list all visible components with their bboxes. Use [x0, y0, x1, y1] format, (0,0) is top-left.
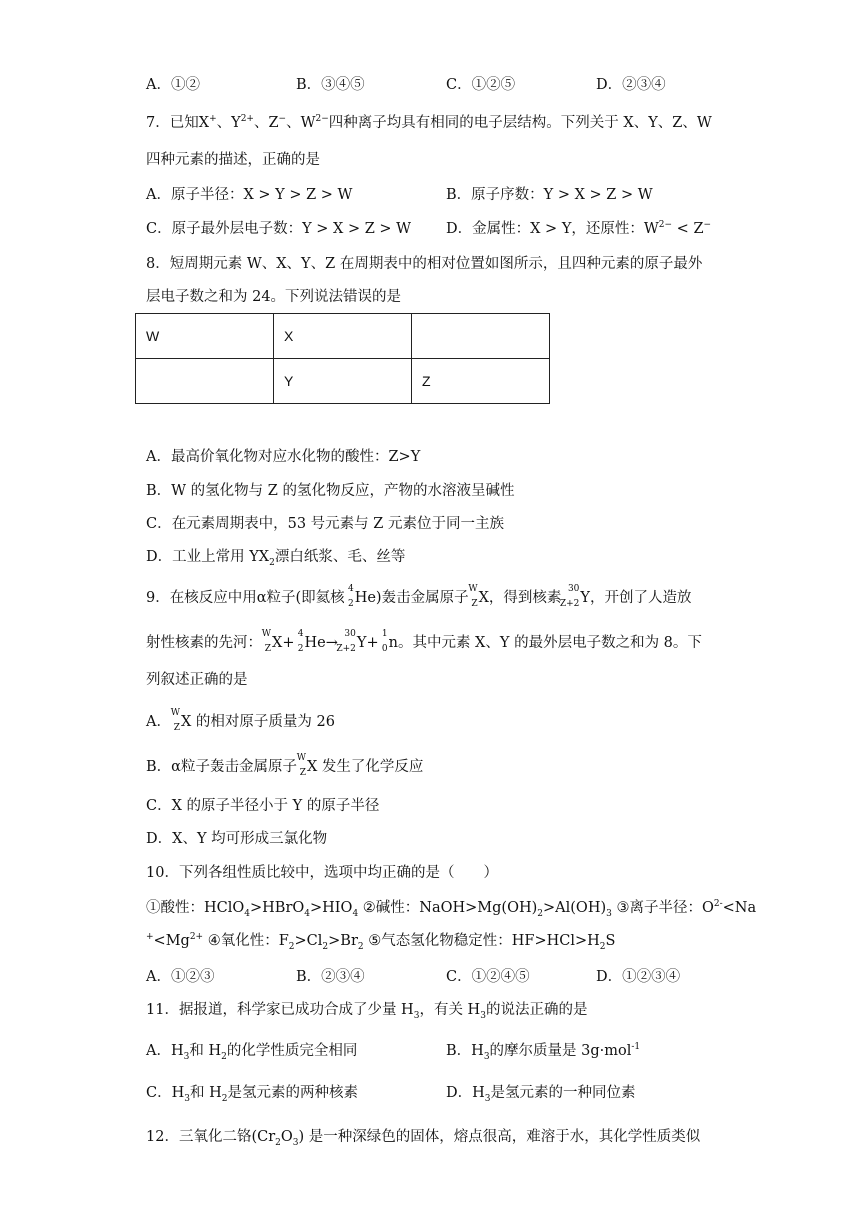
q10-option-d: D．①②③④: [596, 969, 681, 985]
q7-option-b: B．原子序数：Y > X > Z > W: [446, 187, 653, 203]
q11-option-b: [446, 1041, 640, 1061]
nuclide-mass: W: [261, 629, 271, 639]
q11-text: B．H: [446, 1043, 484, 1059]
nuclide-y: [559, 584, 580, 609]
nuclide-mass: W: [296, 753, 306, 763]
q10-sup: +: [146, 932, 154, 943]
q10-sub: 4: [304, 908, 311, 919]
q11-sub: 2: [221, 1093, 228, 1104]
nuclide-he: [345, 584, 354, 609]
q10-sup: 2+: [189, 932, 204, 943]
q10-option-b: B．②③④: [296, 969, 365, 985]
q9-text-b: He)轰击金属原子: [354, 590, 469, 606]
nuclide-mass: 30: [344, 629, 356, 639]
q10-text: ⑤气态氢化物稳定性：HF>HCl>H: [363, 933, 600, 949]
q10-sub: 2: [322, 941, 329, 952]
q10-text: >Al(OH): [543, 900, 607, 916]
q6-option-b: B．③④⑤: [296, 77, 365, 93]
q12-sub: 3: [292, 1137, 299, 1148]
q9-eq-part: X+: [272, 635, 295, 651]
q7-ion-x: X: [198, 115, 210, 131]
q10-sub: 3: [606, 908, 612, 919]
table-cell: X: [274, 314, 412, 359]
periodic-table-fragment: [135, 313, 550, 404]
q11-text: 和 H: [189, 1043, 222, 1059]
q10-option-c: C．①②④⑤: [446, 969, 530, 985]
q10-text: ③离子半径：O: [611, 900, 714, 916]
q7-option-d-sup2: −: [703, 220, 712, 231]
nuclide-x: [170, 708, 180, 733]
q6-option-a: A．①②: [146, 77, 200, 93]
q9-option-a-text: X 的相对原子质量为 26: [180, 714, 335, 730]
q10-sub: 4: [352, 908, 359, 919]
q8-option-a: A．最高价氧化物对应水化物的酸性：Z>Y: [146, 449, 421, 465]
q9-text-a: 9．在核反应中用α粒子(即氦核: [146, 590, 345, 606]
q10-option-a: A．①②③: [146, 969, 215, 985]
q9-text-e: 射性核素的先河：: [146, 635, 262, 651]
q11-sub: 3: [483, 1051, 490, 1062]
q7-ion-w: 、W: [286, 115, 316, 131]
q6-option-d: D．②③④: [596, 77, 666, 93]
q10-sub: 2: [599, 941, 606, 952]
q11-sub: 2: [221, 1051, 227, 1062]
nuclide-number: Z+2: [336, 644, 356, 654]
q10-text: >Br: [328, 933, 358, 949]
nuclide-x: [468, 584, 478, 609]
q8-option-d-text: D．工业上常用 YX: [146, 549, 270, 565]
q11-sub: 3: [480, 1010, 486, 1021]
q7-option-d-mid: < Z: [672, 221, 704, 237]
q7-stem-line2: 四种元素的描述，正确的是: [146, 152, 320, 168]
q11-text: 的摩尔质量是 3g·mol: [489, 1043, 632, 1059]
q12-text: 12．三氧化二铬(Cr: [146, 1129, 276, 1145]
q11-option-a: [146, 1041, 357, 1061]
q9-text-d: Y，开创了人造放: [580, 590, 692, 606]
q11-sub: 3: [413, 1010, 420, 1021]
q9-option-a: [146, 708, 335, 733]
q11-option-d: [446, 1083, 636, 1103]
q9-stem-line3: 列叙述正确的是: [146, 672, 248, 688]
q10-stem-line1: 10．下列各组性质比较中，选项中均正确的是（ ）: [146, 865, 498, 881]
q7-option-d-sup1: 2−: [658, 220, 673, 231]
q10-text: ④氧化性：F: [203, 933, 289, 949]
q10-text: <Na: [722, 900, 757, 916]
q12-text: ) 是一种深绿色的固体，熔点很高，难溶于水，其化学性质类似: [298, 1129, 701, 1145]
q9-option-b-prefix: B．α粒子轰击金属原子: [146, 759, 297, 775]
q10-text: >Cl: [294, 933, 323, 949]
q9-option-d: D．X、Y 均可形成三氯化物: [146, 831, 328, 847]
q7-ion-x-charge: +: [209, 114, 217, 125]
q10-stem-line2: [146, 898, 756, 918]
q11-text: 和 H: [189, 1085, 222, 1101]
nuclide-x: [261, 629, 271, 654]
q9-text-c: X，得到核素: [478, 590, 562, 606]
q9-option-a-prefix: A．: [146, 714, 171, 730]
q8-option-b: B．W 的氢化物与 Z 的氢化物反应，产物的水溶液呈碱性: [146, 483, 515, 499]
q12-stem: [146, 1127, 700, 1147]
q8-stem-line2: 层电子数之和为 24。下列说法错误的是: [146, 289, 402, 305]
q10-text: ①酸性：HClO: [146, 900, 245, 916]
q8-option-d: [146, 547, 405, 567]
table-cell: W: [136, 314, 274, 359]
q10-sup: 2-: [713, 899, 723, 910]
q10-text: >HBrO: [250, 900, 305, 916]
q11-text: 是氢元素的一种同位素: [490, 1085, 636, 1101]
q10-text: <Mg: [153, 933, 190, 949]
q9-stem-line2: [146, 629, 702, 654]
q9-eq-part: Y+: [356, 635, 379, 651]
q8-option-d-post: 漂白纸浆、毛、丝等: [274, 549, 406, 565]
table-cell: Y: [274, 359, 412, 404]
q7-ion-z-charge: −: [278, 114, 287, 125]
q7-ion-y-charge: 2+: [240, 114, 254, 125]
q9-option-c: C．X 的原子半径小于 Y 的原子半径: [146, 798, 380, 814]
nuclide-number: Z: [264, 644, 271, 654]
q11-option-c: [146, 1083, 358, 1103]
q11-text: 的化学性质完全相同: [226, 1043, 358, 1059]
q10-sub: 2: [357, 941, 364, 952]
q7-option-a: A．原子半径：X > Y > Z > W: [146, 187, 353, 203]
nuclide-mass: 4: [297, 629, 304, 639]
q11-text: 是氢元素的两种核素: [227, 1085, 358, 1101]
q10-text: ②碱性：NaOH>Mg(OH): [358, 900, 538, 916]
nuclide-he: [294, 629, 304, 654]
q11-text: 的说法正确的是: [485, 1002, 588, 1018]
q11-text: A．H: [146, 1043, 184, 1059]
q10-text: >HIO: [310, 900, 353, 916]
q7-ion-y: 、Y: [216, 115, 241, 131]
table-cell: Z: [412, 359, 550, 404]
nuclide-mass: 4: [347, 584, 354, 594]
nuclide-number: Z: [173, 723, 180, 733]
q11-sub: 3: [484, 1093, 491, 1104]
q9-stem-line1: [146, 584, 692, 609]
table-cell: [136, 359, 274, 404]
nuclide-mass: 1: [381, 629, 388, 639]
q7-prefix: 7．已知: [146, 115, 199, 131]
q7-stem-line1: [146, 113, 712, 133]
q8-option-d-sub: 2: [269, 557, 275, 568]
q10-stem-line3: [146, 931, 615, 951]
table-cell: [412, 314, 550, 359]
nuclide-mass: 30: [567, 584, 580, 594]
q11-text: 11．据报道，科学家已成功合成了少量 H: [146, 1002, 414, 1018]
q11-text: C．H: [146, 1085, 185, 1101]
q9-eq-part: He→: [304, 635, 338, 651]
table-row: [136, 359, 550, 404]
nuclide-number: Z+2: [559, 599, 580, 609]
q7-ion-w-charge: 2−: [315, 114, 329, 125]
q10-sub: 4: [244, 908, 250, 919]
q6-option-c: C．①②⑤: [446, 77, 516, 93]
q7-ion-z: 、Z: [253, 115, 279, 131]
q10-sub: 2: [288, 941, 295, 952]
q12-sub: 2: [275, 1137, 281, 1148]
q8-stem-line1: 8．短周期元素 W、X、Y、Z 在周期表中的相对位置如图所示，且四种元素的原子最外: [146, 256, 703, 272]
nuclide-n: [379, 629, 388, 654]
q7-option-d: [446, 219, 711, 239]
table-row: [136, 314, 550, 359]
nuclide-x: [296, 753, 306, 778]
nuclide-mass: W: [170, 708, 180, 718]
q11-text: D．H: [446, 1085, 485, 1101]
q11-sup: -1: [631, 1042, 641, 1053]
q11-text: ，有关 H: [419, 1002, 481, 1018]
nuclide-number: 0: [381, 644, 388, 654]
q11-stem: [146, 1000, 587, 1020]
q12-text: O: [280, 1129, 293, 1145]
q11-sub: 3: [183, 1051, 190, 1062]
nuclide-mass: W: [468, 584, 478, 594]
q7-option-d-text: D．金属性：X > Y，还原性：W: [446, 221, 659, 237]
q9-option-b-text: X 发生了化学反应: [306, 759, 424, 775]
q11-sub: 3: [184, 1093, 190, 1104]
q10-sub: 2: [537, 908, 544, 919]
nuclide-y: [336, 629, 356, 654]
q9-eq-part: n: [388, 635, 398, 651]
q9-text-f: 。其中元素 X、Y 的最外层电子数之和为 8。下: [397, 635, 702, 651]
q9-option-b: [146, 753, 424, 778]
q10-text: S: [605, 933, 616, 949]
nuclide-number: Z: [471, 599, 478, 609]
nuclide-number: 2: [347, 599, 354, 609]
nuclide-number: Z: [299, 768, 306, 778]
nuclide-number: 2: [297, 644, 304, 654]
q8-option-c: C．在元素周期表中，53 号元素与 Z 元素位于同一主族: [146, 516, 504, 532]
q7-option-c: C．原子最外层电子数：Y > X > Z > W: [146, 221, 412, 237]
q7-stem-text: 四种离子均具有相同的电子层结构。下列关于 X、Y、Z、W: [328, 115, 712, 131]
